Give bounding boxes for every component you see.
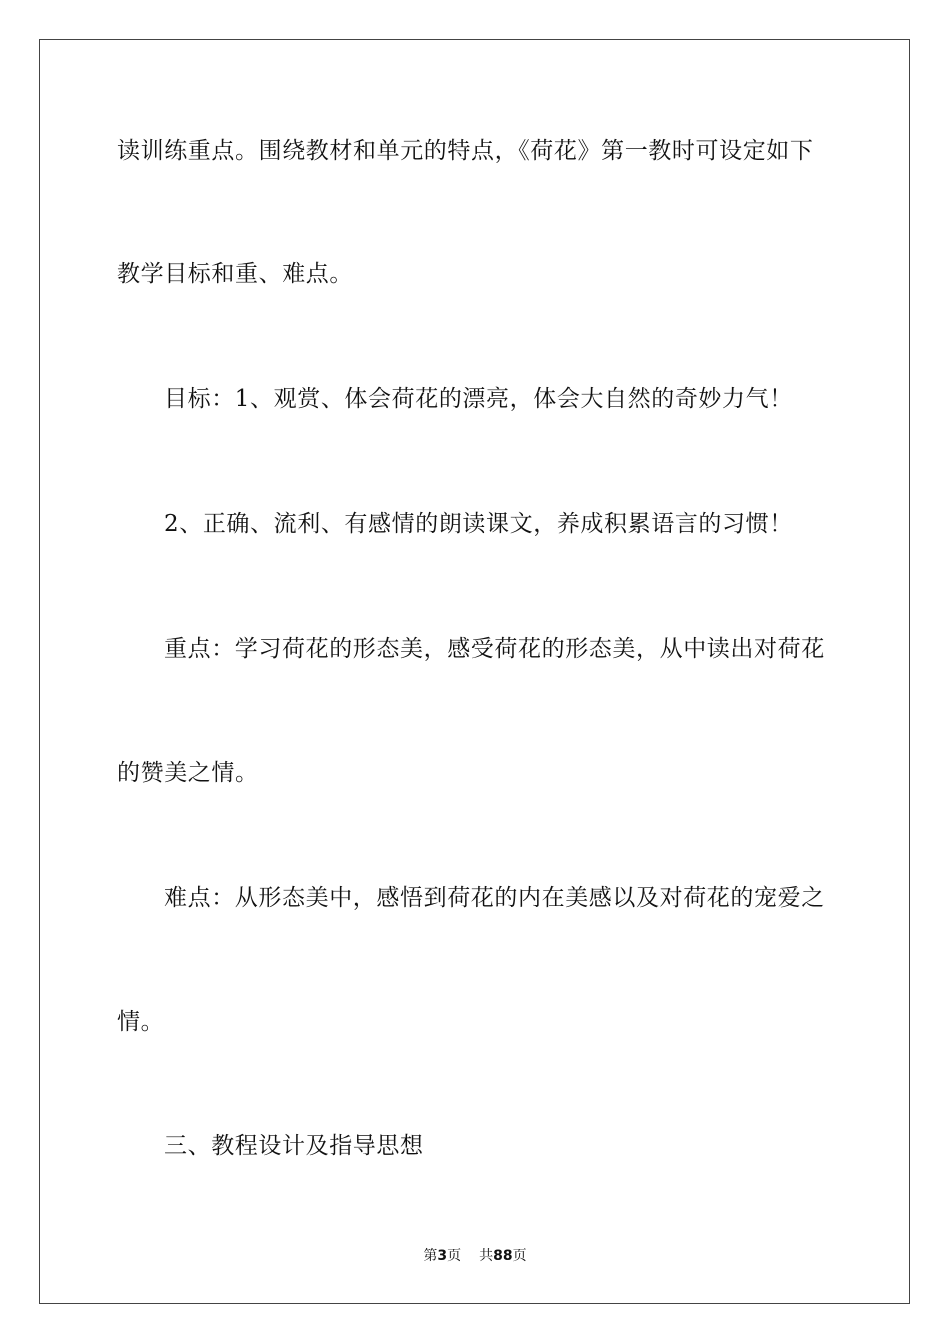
difficulty-line: 难点：从形态美中，感悟到荷花的内在美感以及对荷花的宠爱之 xyxy=(164,885,825,911)
goal-line-2: 2、正确、流利、有感情的朗读课文，养成积累语言的习惯！ xyxy=(164,511,793,537)
footer-total-pages: 88 xyxy=(493,1248,513,1264)
footer-page-suffix: 页 xyxy=(447,1248,462,1264)
goal-line-1: 目标：1、观赏、体会荷花的漂亮，体会大自然的奇妙力气！ xyxy=(164,386,793,412)
body-text-line-1: 读训练重点。围绕教材和单元的特点，《荷花》第一教时可设定如下 xyxy=(117,138,814,164)
key-point-line: 重点：学习荷花的形态美，感受荷花的形态美，从中读出对荷花 xyxy=(164,636,825,662)
body-text-line-2: 教学目标和重、难点。 xyxy=(117,261,353,287)
section-heading: 三、教程设计及指导思想 xyxy=(164,1133,424,1159)
page-footer xyxy=(0,1247,950,1265)
key-point-continuation: 的赞美之情。 xyxy=(117,760,259,786)
footer-page-number: 3 xyxy=(437,1248,448,1264)
footer-total-suffix: 页 xyxy=(512,1248,527,1264)
footer-page-prefix: 第 xyxy=(423,1248,438,1264)
footer-total-prefix: 共 xyxy=(479,1248,494,1264)
page-frame xyxy=(39,39,910,1304)
difficulty-continuation: 情。 xyxy=(117,1009,165,1035)
